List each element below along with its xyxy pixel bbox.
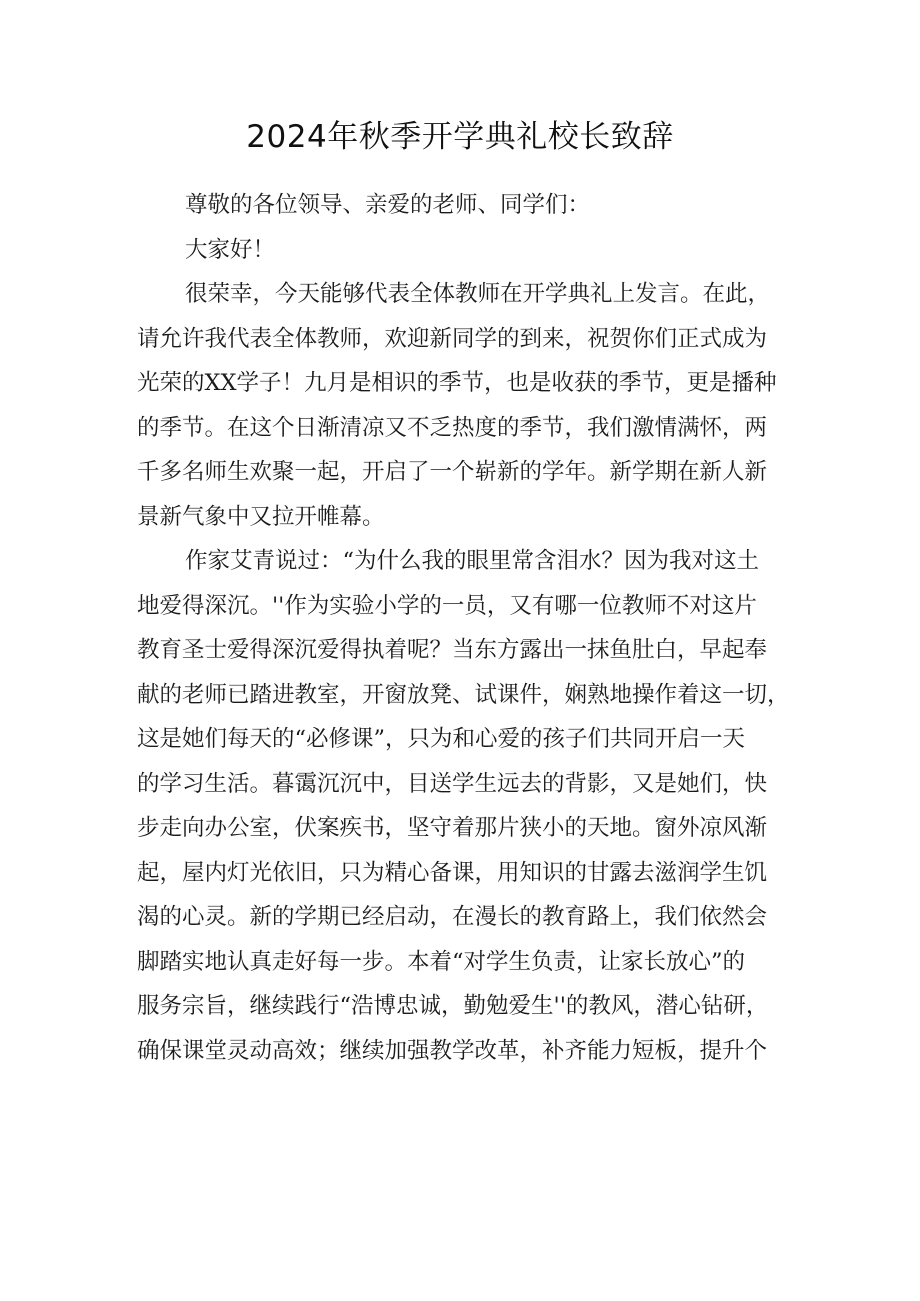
paragraph-line: 的学习生活。暮霭沉沉中，目送学生远去的背影，又是她们，快 — [137, 770, 768, 797]
document-body — [137, 183, 797, 1073]
paragraph-line: 确保课堂灵动高效；继续加强教学改革，补齐能力短板，提升个 — [137, 1037, 768, 1064]
greeting-line: 大家好！ — [185, 236, 276, 263]
paragraph-line: 步走向办公室，伏案疾书，坚守着那片狭小的天地。窗外凉风渐 — [137, 815, 768, 841]
paragraph-line: 教育圣士爱得深沉爱得执着呢？当东方露出一抹鱼肚白，早起奉 — [137, 637, 768, 663]
paragraph-line: 渴的心灵。新的学期已经启动，在漫长的教育路上，我们依然会 — [137, 904, 768, 930]
salutation-line: 尊敬的各位领导、亲爱的老师、同学们： — [185, 192, 591, 218]
paragraph-line: 光荣的XX学子！九月是相识的季节，也是收获的季节，更是播种 — [137, 370, 777, 396]
paragraph-line: 献的老师已踏进教室，开窗放凳、试课件，娴熟地操作着这一切， — [137, 681, 790, 708]
paragraph-line: 的季节。在这个日渐清凉又不乏热度的季节，我们激情满怀，两 — [137, 414, 768, 441]
paragraph-line: 这是她们每天的“必修课”，只为和心爱的孩子们共同开启一天 — [137, 726, 746, 752]
paragraph-line: 千多名师生欢聚一起，开启了一个崭新的学年。新学期在新人新 — [137, 459, 768, 485]
paragraph-line: 景新气象中又拉开帷幕。 — [137, 503, 385, 530]
document-title: 2024年秋季开学典礼校长致辞 — [246, 119, 674, 155]
paragraph-line: 脚踏实地认真走好每一步。本着“对学生负责，让家长放心”的 — [137, 948, 746, 975]
paragraph-line: 服务宗旨，继续践行“浩博忠诚，勤勉爱生''的教风，潜心钻研， — [137, 993, 769, 1019]
paragraph-line: 地爱得深沉。''作为实验小学的一员，又有哪一位教师不对这片 — [137, 592, 757, 619]
paragraph-line: 作家艾青说过：“为什么我的眼里常含泪水？因为我对这土 — [185, 548, 760, 574]
paragraph-line: 起，屋内灯光依旧，只为精心备课，用知识的甘露去滋润学生饥 — [137, 859, 768, 886]
paragraph-line: 请允许我代表全体教师，欢迎新同学的到来，祝贺你们正式成为 — [137, 325, 768, 352]
paragraph-line: 很荣幸，今天能够代表全体教师在开学典礼上发言。在此， — [185, 281, 771, 307]
